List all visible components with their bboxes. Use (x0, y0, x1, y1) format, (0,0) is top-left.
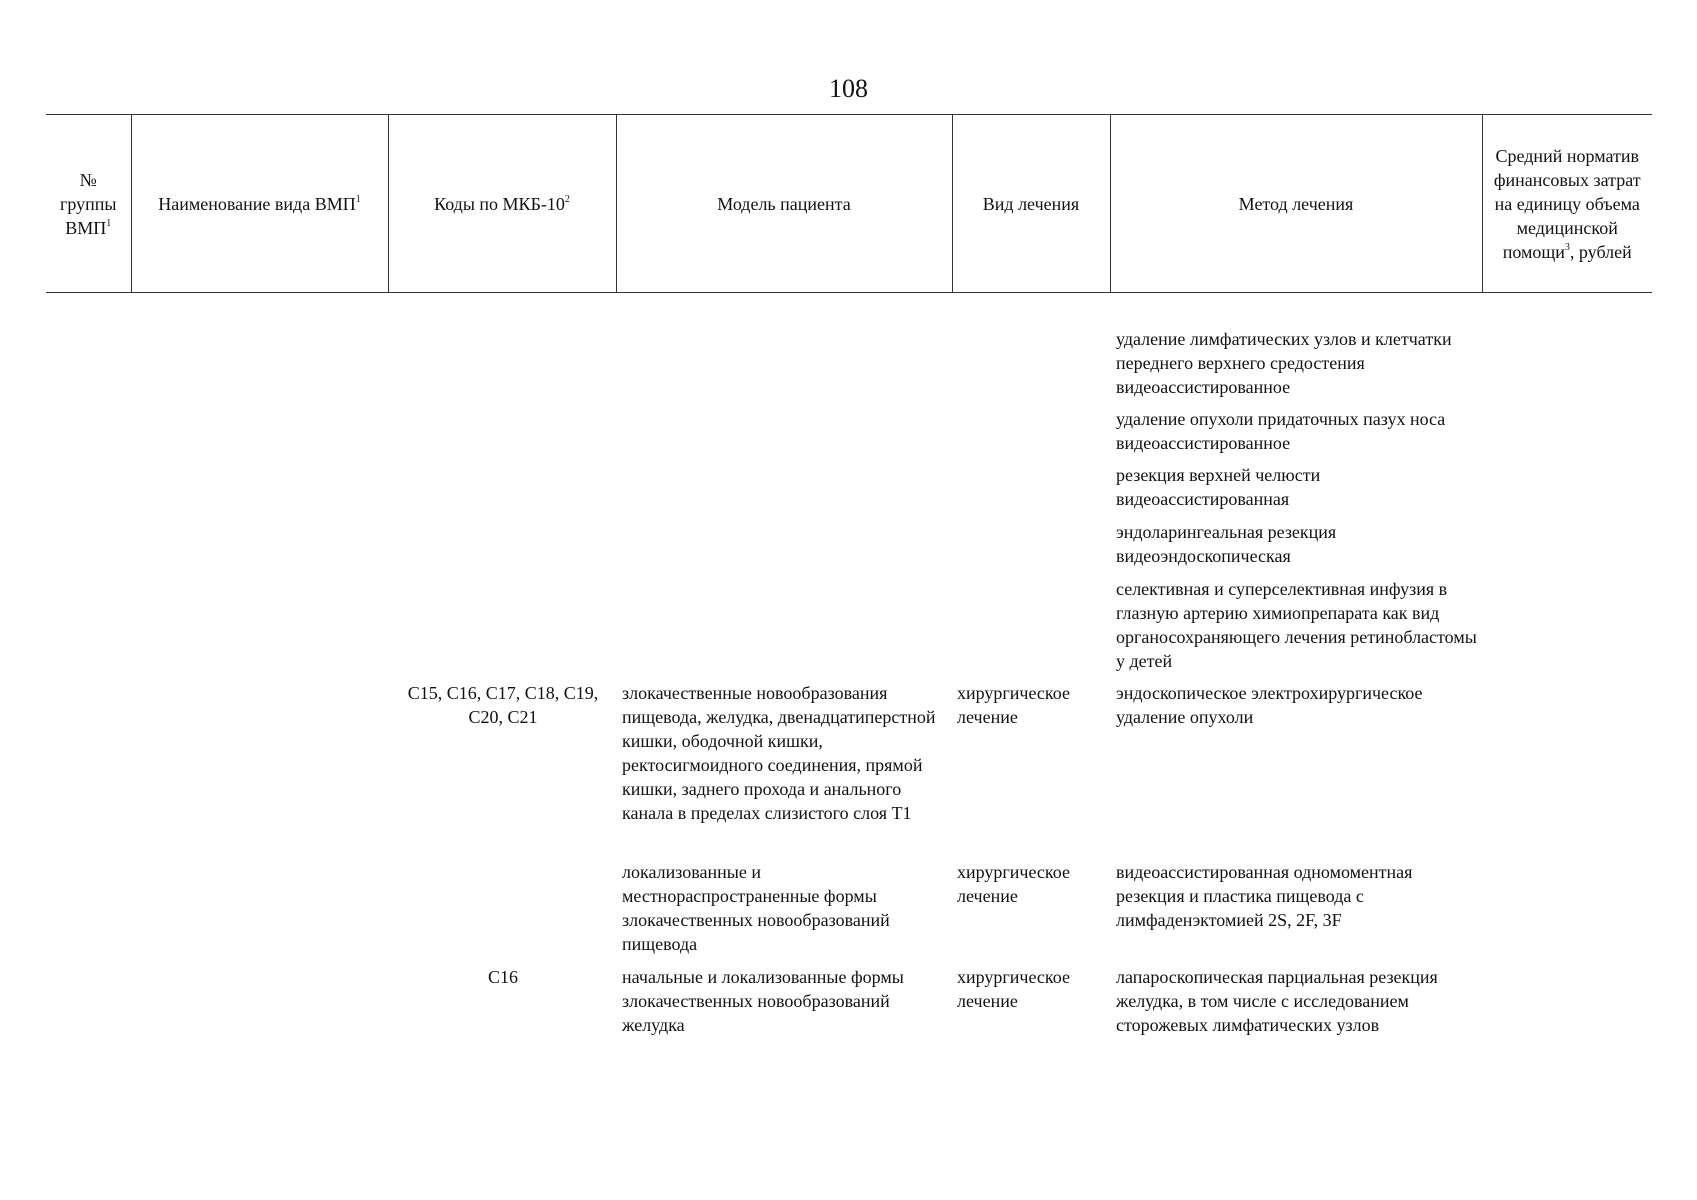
treatment-type-surgical: хирургическое лечение (957, 967, 1070, 1011)
icd-codes-c16: C16 (487, 967, 518, 987)
patient-model-gi-t1: злокачественные новообразования пищевода, желудка, двенадцатиперстной кишки, ободочной кишки, ректосигмоидного соединения, прямой кишки, заднего прохода и анального канала в пределах слизистого слоя T1 (622, 683, 936, 823)
icd-codes-c15-c21: C15, C16, C17, C18, C19, C20, C21 (407, 683, 599, 727)
header-treatment-method: Метод лечения (1110, 115, 1482, 293)
patient-model-stomach: начальные и локализованные формы злокачественных новообразований желудка (622, 967, 904, 1035)
header-row (46, 115, 1652, 293)
header-icd-codes: Коды по МКБ-$10^2$ (388, 115, 616, 293)
treatment-type-surgical: хирургическое лечение (957, 862, 1070, 906)
table-header (46, 114, 1652, 293)
method-maxilla-resection: резекция верхней челюсти видеоассистированная (1116, 465, 1321, 509)
method-lymph-node-removal: удаление лимфатических узлов и клетчатки переднего верхнего средостения видеоассистированное (1116, 329, 1452, 397)
patient-model-esophagus: локализованные и местнораспространенные формы злокачественных новообразований пищевода (622, 862, 890, 954)
method-stomach-resection: лапароскопическая парциальная резекция желудка, в том числе с исследованием сторожевых лимфатических узлов (1116, 967, 1438, 1035)
header-treatment-type: Вид лечения (952, 115, 1110, 293)
header-group-number: № группы ВМП$^1$ (46, 115, 131, 293)
treatment-type-surgical: хирургическое лечение (957, 683, 1070, 727)
method-endoscopic-electrosurgical: эндоскопическое электрохирургическое удаление опухоли (1116, 683, 1423, 727)
header-patient-model: Модель пациента (616, 115, 952, 293)
method-selective-infusion: селективная и суперселективная инфузия в глазную артерию химиопрепарата как вид органосохраняющего лечения ретинобластомы у детей (1116, 579, 1477, 671)
method-endolaryngeal-resection: эндоларингеальная резекция видеоэндоскопическая (1116, 522, 1337, 566)
page-number: 108 (829, 74, 868, 103)
header-vmp-name: Наименование вида ВМП$^1$ (131, 115, 388, 293)
method-esophagus-resection: видеоассистированная одномоментная резекция и пластика пищевода с лимфаденэктомией 2S, 2F, 3F (1116, 862, 1413, 930)
method-sinus-tumor-removal: удаление опухоли придаточных пазух носа видеоассистированное (1116, 409, 1446, 453)
header-average-cost: Средний норматив финансовых затрат на единицу объема медицинской помощи$^3$, рублей (1482, 115, 1652, 293)
